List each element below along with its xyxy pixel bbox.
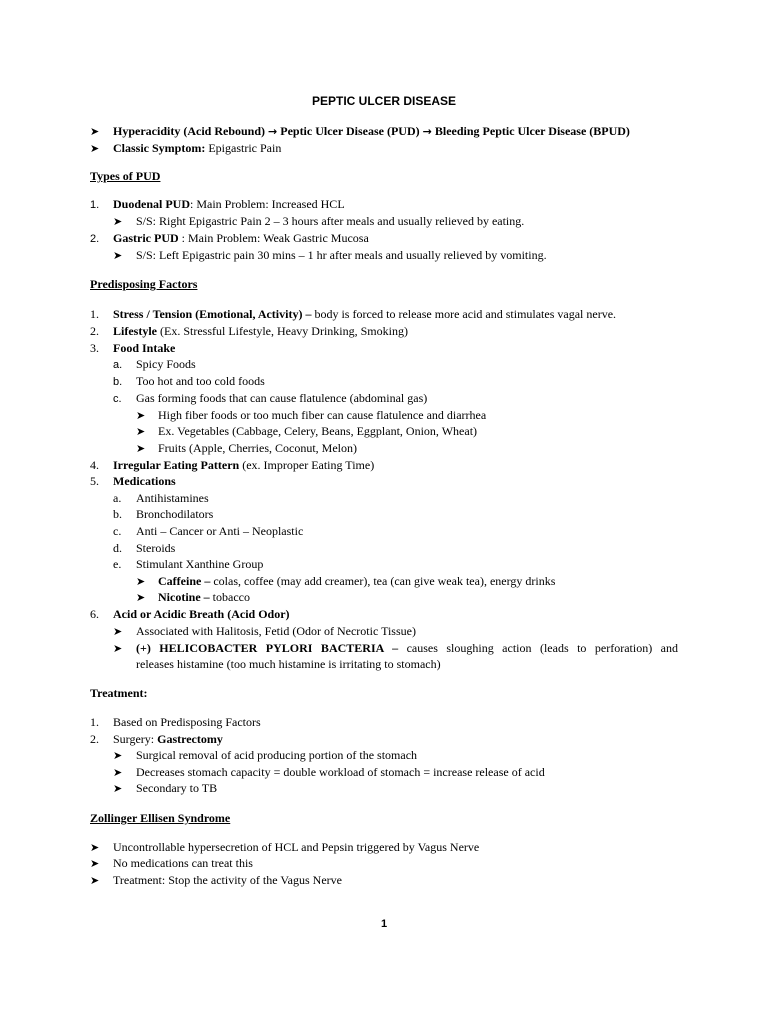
predisposing-item-5-label: Medications (113, 474, 176, 488)
types-item-2-text: : Main Problem: Weak Gastric Mucosa (178, 231, 369, 245)
arrowhead-bullet-icon: ➤ (136, 591, 146, 604)
treatment-heading: Treatment: (90, 686, 148, 700)
predisposing-item-6-label: Acid or Acidic Breath (Acid Odor) (113, 607, 290, 621)
predisposing-item-2-text: (Ex. Stressful Lifestyle, Heavy Drinking, Smoking) (157, 324, 408, 338)
predisposing-item-4 (113, 458, 374, 472)
treatment-item-2-text: Surgery: (113, 732, 158, 746)
list-number: 1. (90, 199, 100, 211)
acid-breath-sub-2-cont: releases histamine (too much histamine is irritating to stomach) (136, 657, 441, 671)
types-item-2-label: Gastric PUD (113, 231, 179, 245)
medication-e: Stimulant Xanthine Group (136, 557, 264, 571)
list-letter: b. (113, 507, 122, 521)
predisposing-item-1-text: body is forced to release more acid and stimulates vagal nerve. (311, 307, 617, 321)
types-item-1-text: : Main Problem: Increased HCL (190, 197, 345, 211)
classic-symptom-text: Epigastric Pain (205, 141, 282, 155)
arrowhead-bullet-icon: ➤ (90, 125, 100, 138)
list-letter: b. (113, 376, 123, 388)
predisposing-heading: Predisposing Factors (90, 277, 198, 291)
caffeine-text: colas, coffee (may add creamer), tea (can give weak tea), energy drinks (210, 574, 556, 588)
page-number: 1 (380, 918, 388, 930)
acid-breath-sub-2 (136, 641, 678, 655)
intro-bullet-1-text-3: Bleeding Peptic Ulcer Disease (BPUD) (431, 124, 630, 138)
types-item-1-sub: S/S: Right Epigastric Pain 2 – 3 hours after meals and usually relieved by eating. (136, 214, 525, 228)
caffeine-label: Caffeine – (158, 574, 211, 588)
list-letter: c. (113, 393, 122, 405)
list-number: 1. (90, 307, 99, 321)
list-letter: a. (113, 491, 122, 505)
medication-d: Steroids (136, 541, 176, 555)
types-item-1 (113, 197, 345, 211)
list-number: 5. (90, 474, 99, 488)
arrowhead-bullet-icon: ➤ (113, 642, 123, 655)
list-letter: c. (113, 524, 122, 538)
list-number: 1. (90, 715, 99, 729)
arrowhead-bullet-icon: ➤ (113, 766, 123, 779)
predisposing-item-4-text: (ex. Improper Eating Time) (239, 458, 375, 472)
predisposing-item-1 (113, 307, 616, 321)
list-number: 6. (90, 607, 99, 621)
food-item-c-2: Ex. Vegetables (Cabbage, Celery, Beans, Eggplant, Onion, Wheat) (158, 424, 478, 438)
list-number: 2. (90, 324, 99, 338)
arrowhead-bullet-icon: ➤ (113, 749, 123, 762)
arrowhead-bullet-icon: ➤ (113, 249, 123, 262)
list-letter: d. (113, 541, 122, 555)
list-letter: a. (113, 359, 123, 371)
list-number: 2. (90, 732, 99, 746)
list-letter: e. (113, 557, 122, 571)
treatment-sub-1: Surgical removal of acid producing portion of the stomach (136, 748, 418, 762)
medication-e-2 (158, 590, 250, 604)
nicotine-text: tobacco (209, 590, 250, 604)
food-item-b: Too hot and too cold foods (136, 374, 265, 388)
arrowhead-bullet-icon: ➤ (90, 874, 100, 887)
treatment-sub-3: Secondary to TB (136, 781, 218, 795)
arrowhead-bullet-icon: ➤ (113, 782, 123, 795)
predisposing-item-3-label: Food Intake (113, 341, 176, 355)
arrowhead-bullet-icon: ➤ (90, 857, 100, 870)
h-pylori-label: (+) HELICOBACTER PYLORI BACTERIA – (136, 641, 399, 655)
types-heading: Types of PUD (90, 169, 161, 183)
zollinger-bullet-1: Uncontrollable hypersecretion of HCL and Pepsin triggered by Vagus Nerve (113, 840, 480, 854)
arrowhead-bullet-icon: ➤ (136, 575, 146, 588)
intro-bullet-2 (113, 141, 281, 155)
arrowhead-bullet-icon: ➤ (136, 442, 146, 455)
food-item-c-3: Fruits (Apple, Cherries, Coconut, Melon) (158, 441, 357, 455)
intro-bullet-1-text-2: Peptic Ulcer Disease (PUD) (277, 124, 423, 138)
page-title: PEPTIC ULCER DISEASE (311, 94, 457, 108)
types-item-1-label: Duodenal PUD (113, 197, 191, 211)
treatment-item-1: Based on Predisposing Factors (113, 715, 261, 729)
arrowhead-bullet-icon: ➤ (113, 215, 123, 228)
intro-bullet-1 (113, 124, 630, 139)
zollinger-bullet-2: No medications can treat this (113, 856, 253, 870)
zollinger-bullet-3: Treatment: Stop the activity of the Vagus Nerve (113, 873, 342, 887)
food-item-a: Spicy Foods (136, 357, 196, 371)
arrowhead-bullet-icon: ➤ (90, 142, 100, 155)
medication-c: Anti – Cancer or Anti – Neoplastic (136, 524, 304, 538)
predisposing-item-2 (113, 324, 408, 338)
predisposing-item-1-label: Stress / Tension (Emotional, Activity) – (113, 307, 312, 321)
medication-a: Antihistamines (136, 491, 209, 505)
food-item-c-1: High fiber foods or too much fiber can cause flatulence and diarrhea (158, 408, 487, 422)
gastrectomy-label: Gastrectomy (157, 732, 223, 746)
predisposing-item-4-label: Irregular Eating Pattern (113, 458, 240, 472)
arrowhead-bullet-icon: ➤ (136, 425, 146, 438)
medication-e-1 (158, 574, 555, 588)
acid-breath-sub-1: Associated with Halitosis, Fetid (Odor of Necrotic Tissue) (136, 624, 416, 638)
arrowhead-bullet-icon: ➤ (113, 625, 123, 638)
classic-symptom-label: Classic Symptom: (113, 141, 206, 155)
predisposing-item-2-label: Lifestyle (113, 324, 157, 338)
nicotine-label: Nicotine – (158, 590, 210, 604)
list-number: 3. (90, 341, 99, 355)
intro-bullet-1-text-1: Hyperacidity (Acid Rebound) (113, 124, 269, 138)
treatment-sub-2: Decreases stomach capacity = double workload of stomach = increase release of acid (136, 765, 545, 779)
list-number: 4. (90, 458, 99, 472)
medication-b: Bronchodilators (136, 507, 214, 521)
treatment-item-2 (113, 732, 223, 746)
types-item-2 (113, 231, 369, 245)
h-pylori-text: causes sloughing action (leads to perforation) and (398, 641, 678, 655)
zollinger-heading: Zollinger Ellisen Syndrome (90, 811, 231, 825)
food-item-c: Gas forming foods that can cause flatulence (abdominal gas) (136, 391, 428, 405)
arrowhead-bullet-icon: ➤ (90, 841, 100, 854)
list-number: 2. (90, 233, 100, 245)
right-arrow-icon: → (268, 125, 278, 138)
arrowhead-bullet-icon: ➤ (136, 409, 146, 422)
right-arrow-icon: → (422, 125, 432, 138)
types-item-2-sub: S/S: Left Epigastric pain 30 mins – 1 hr after meals and usually relieved by vomiting. (136, 248, 547, 262)
